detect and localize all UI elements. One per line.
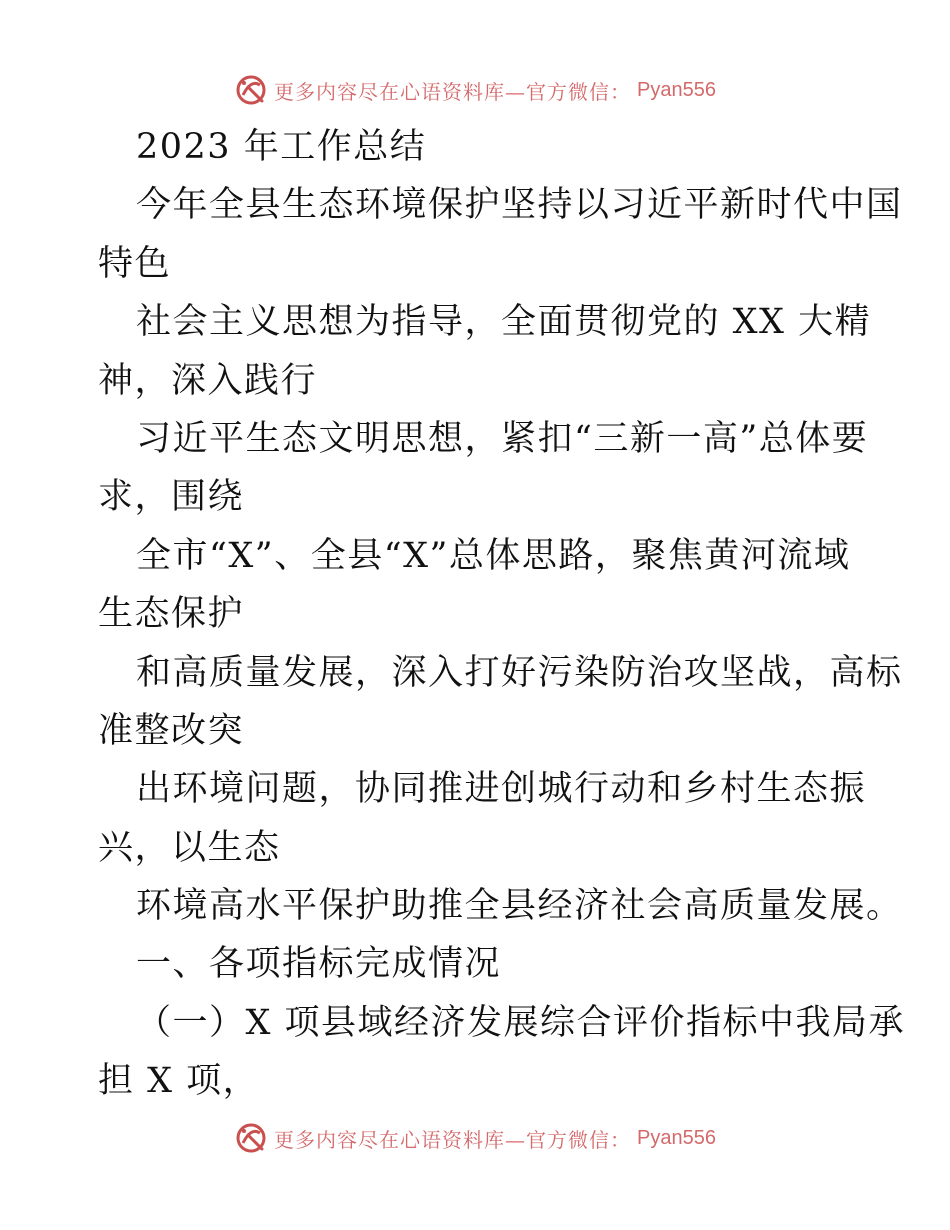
document-line: 特色 — [98, 243, 172, 284]
document-line: （一）X 项县域经济发展综合评价指标中我局承 — [136, 1002, 906, 1043]
document-line: 一、各项指标完成情况 — [136, 944, 502, 985]
document-line: 出环境问题，协同推进创城行动和乡村生态振 — [136, 769, 867, 810]
footer-watermark-banner — [0, 1118, 950, 1158]
document-line: 和高质量发展，深入打好污染防治攻坚战，高标 — [136, 652, 903, 693]
document-line: 2023 年工作总结 — [136, 127, 427, 167]
document-body — [98, 118, 906, 1111]
document-line: 环境高水平保护助推全县经济社会高质量发展。 — [136, 886, 903, 927]
document-line: 习近平生态文明思想，紧扣“三新一高”总体要 — [136, 418, 869, 459]
document-line: 社会主义思想为指导，全面贯彻党的 XX 大精 — [136, 302, 872, 343]
document-line: 担 X 项， — [98, 1061, 260, 1102]
banner-wechat-id: Pyan556 — [637, 1126, 716, 1149]
document-line: 神，深入践行 — [98, 360, 318, 401]
document-line: 兴，以生态 — [98, 827, 281, 868]
banner-site-text: 更多内容尽在心语资料库—官方微信： — [274, 79, 632, 104]
banner-site-text: 更多内容尽在心语资料库—官方微信： — [274, 1127, 632, 1152]
document-line: 全市“X”、全县“X”总体思路，聚焦黄河流域 — [136, 535, 851, 576]
document-line: 生态保护 — [98, 594, 245, 635]
header-watermark-banner — [0, 70, 950, 110]
document-line: 今年全县生态环境保护坚持以习近平新时代中国 — [136, 185, 903, 226]
brand-logo-icon — [234, 73, 268, 107]
brand-logo-icon — [234, 1121, 268, 1155]
banner-wechat-id: Pyan556 — [637, 78, 716, 101]
document-line: 求，围绕 — [98, 477, 245, 518]
document-line: 准整改突 — [98, 710, 245, 751]
